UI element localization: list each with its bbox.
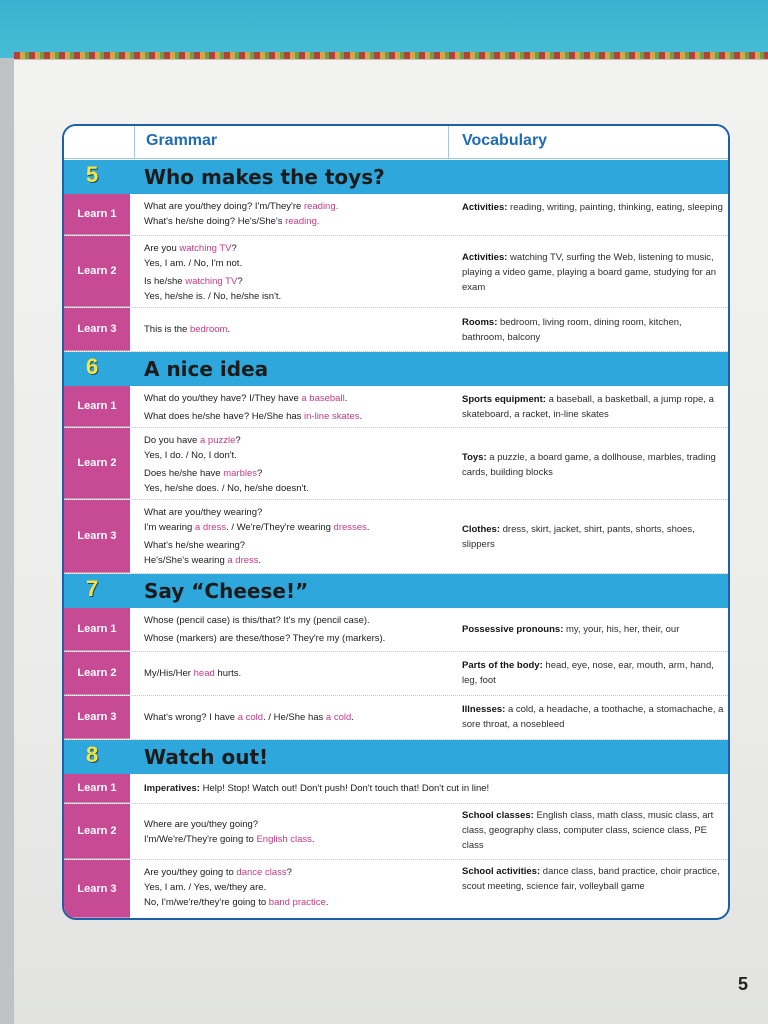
grammar-cell: Where are you/they going? I'm/We're/They're going to English class. [144,819,315,845]
learn-tab: Learn 3 [64,696,130,739]
unit-number: 6 [86,354,99,379]
syllabus-table [62,124,730,920]
lesson-row [64,428,728,500]
decorative-stripe [14,52,768,59]
grammar-header: Grammar [146,132,218,149]
learn-tab: Learn 1 [64,194,130,235]
learn-tab: Learn 2 [64,804,130,859]
vocabulary-cell: Activities: reading, writing, painting, thinking, eating, sleeping [462,202,723,213]
column-headers [64,126,728,159]
learn-tab: Learn 3 [64,860,130,918]
grammar-cell: Whose (pencil case) is this/that? It's my (pencil case). Whose (markers) are these/those? They're my (markers). [144,615,386,644]
lesson-row [64,236,728,308]
grammar-cell: This is the bedroom. [144,324,231,335]
learn-tab: Learn 3 [64,308,130,351]
learn-tab: Learn 2 [64,428,130,499]
vocabulary-cell: Rooms: bedroom, living room, dining room, kitchen, bathroom, balcony [462,317,682,343]
learn-tab: Learn 2 [64,652,130,695]
vocabulary-cell: Parts of the body: head, eye, nose, ear, mouth, arm, hand, leg, foot [462,660,714,686]
unit-header [64,160,728,194]
unit-title: Watch out! [144,745,269,769]
vocabulary-cell: Possessive pronouns: my, your, his, her, their, our [462,624,680,635]
unit-number: 5 [86,162,99,187]
top-banner [0,0,768,58]
learn-tab: Learn 3 [64,500,130,573]
vocabulary-cell: Sports equipment: a baseball, a basketball, a jump rope, a skateboard, a racket, in-line skates [462,394,714,420]
grammar-cell: Are you watching TV? Yes, I am. / No, I'm not. Is he/she watching TV? Yes, he/she is. / No, he/she isn't. [144,243,282,302]
unit-number: 7 [86,576,99,601]
grammar-cell: What do you/they have? I/They have a baseball. What does he/she have? He/She has in-line skates. [144,393,363,422]
unit-header [64,574,728,608]
grammar-cell: Do you have a puzzle? Yes, I do. / No, I don't. Does he/she have marbles? Yes, he/she does. / No, he/she doesn't. [144,435,309,494]
lesson-row [64,774,728,804]
vocabulary-cell: Illnesses: a cold, a headache, a toothache, a stomachache, a sore throat, a nosebleed [462,704,724,730]
unit-header [64,352,728,386]
unit-title: Who makes the toys? [144,165,385,189]
vocabulary-cell: School classes: English class, math class, music class, art class, geography class, computer class, science class, PE class [462,810,714,851]
unit-6 [64,352,728,574]
lesson-row [64,804,728,860]
vocabulary-cell: Clothes: dress, skirt, jacket, shirt, pants, shorts, shoes, slippers [462,524,695,550]
lesson-row [64,194,728,236]
unit-title: Say “Cheese!” [144,579,309,603]
grammar-cell: My/His/Her head hurts. [144,668,242,679]
learn-tab: Learn 1 [64,386,130,427]
grammar-cell: Are you/they going to dance class? Yes, I am. / Yes, we/they are. No, I'm/we're/they're going to band practice. [144,867,329,908]
imperatives-cell: Imperatives: Help! Stop! Watch out! Don't push! Don't touch that! Don't cut in line! [144,783,490,794]
unit-number: 8 [86,742,99,767]
vocabulary-cell: Activities: watching TV, surfing the Web, listening to music, playing a video game, playing a board game, studying for an exam [462,252,717,293]
grammar-cell: What's wrong? I have a cold. / He/She has a cold. [144,712,354,723]
lesson-row [64,386,728,428]
vocabulary-cell: Toys: a puzzle, a board game, a dollhouse, marbles, trading cards, building blocks [462,452,716,478]
unit-8 [64,740,728,918]
learn-tab: Learn 2 [64,236,130,307]
learn-tab: Learn 1 [64,608,130,651]
vocabulary-header: Vocabulary [462,132,548,149]
lesson-row [64,500,728,574]
lesson-row [64,696,728,740]
lesson-row [64,308,728,352]
unit-5 [64,160,728,352]
unit-7 [64,574,728,740]
page-number: 5 [738,974,749,994]
lesson-row [64,608,728,652]
vocabulary-cell: School activities: dance class, band practice, choir practice, scout meeting, science fair, volleyball game [462,866,720,892]
learn-tab: Learn 1 [64,774,130,803]
lesson-row [64,652,728,696]
grammar-cell: What are you/they doing? I'm/They're reading. What's he/she doing? He's/She's reading. [144,201,339,227]
lesson-row [64,860,728,918]
grammar-cell: What are you/they wearing? I'm wearing a dress. / We're/They're wearing dresses. What's he/she wearing? He's/She's wearing a dress. [144,507,370,566]
unit-title: A nice idea [144,357,269,381]
unit-header [64,740,728,774]
